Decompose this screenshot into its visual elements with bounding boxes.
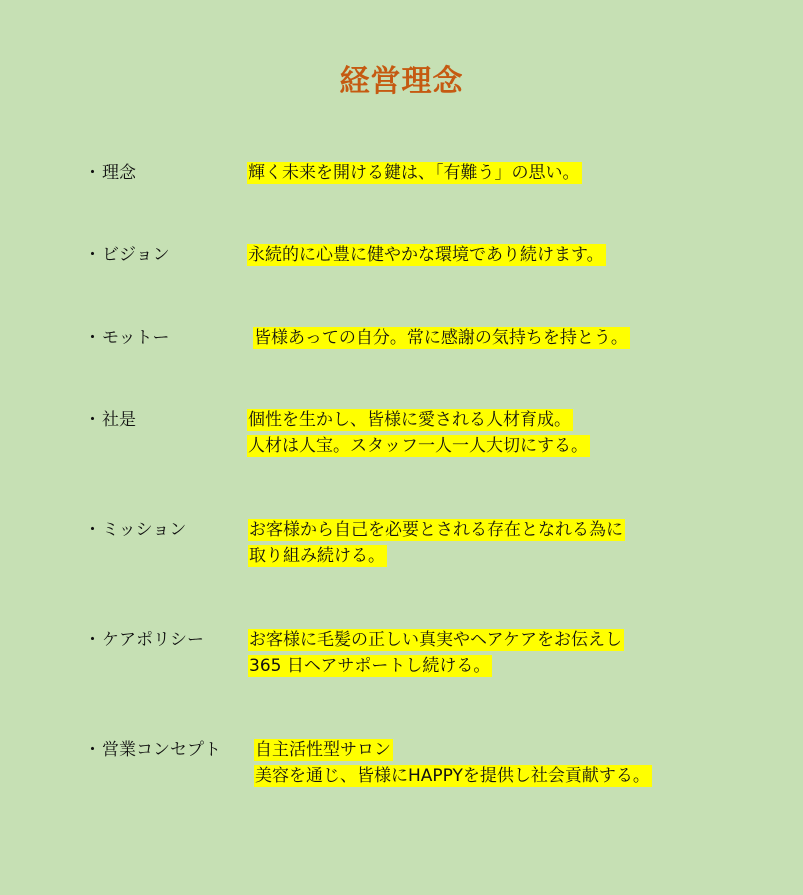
page-title: 経営理念	[339, 64, 464, 99]
bullet: ・	[84, 520, 101, 540]
highlighted-text: 取り組み続ける。	[249, 546, 385, 566]
item-text	[253, 325, 630, 351]
bullet: ・	[84, 245, 101, 265]
label-text: ミッション	[102, 520, 187, 540]
highlighted-text: お客様から自己を必要とされる存在となれる為に	[249, 520, 623, 540]
bullet: ・	[84, 740, 101, 760]
item-text	[247, 242, 606, 268]
label-text: ビジョン	[102, 245, 170, 265]
bullet: ・	[84, 410, 101, 430]
item-label	[84, 517, 186, 543]
item-label	[84, 407, 136, 433]
label-text: 社是	[102, 410, 136, 430]
highlighted-text: 自主活性型サロン	[255, 740, 391, 760]
highlighted-text: お客様に毛髪の正しい真実やヘアケアをお伝えし	[249, 630, 622, 650]
item-text	[254, 737, 652, 789]
label-text: 理念	[102, 163, 136, 183]
highlighted-text: 美容を通じ、皆様にHAPPYを提供し社会貢献する。	[255, 766, 650, 786]
label-text: ケアポリシー	[102, 630, 204, 650]
item-label	[84, 627, 204, 653]
item-label	[84, 242, 170, 268]
bullet: ・	[84, 630, 101, 650]
item-text	[247, 160, 582, 186]
bullet: ・	[84, 163, 101, 183]
highlighted-text: 皆様あっての自分。常に感謝の気持ちを持とう。	[254, 328, 628, 348]
highlighted-text: 人材は人宝。スタッフ一人一人大切にする。	[248, 436, 588, 456]
item-label	[84, 160, 136, 186]
bullet: ・	[84, 328, 101, 348]
highlighted-text: 365 日ヘアサポートし続ける。	[249, 656, 491, 676]
highlighted-text: 個性を生かし、皆様に愛される人材育成。	[248, 410, 571, 430]
label-text: 営業コンセプト	[102, 740, 221, 760]
item-label	[84, 325, 170, 351]
item-text	[248, 627, 624, 679]
highlighted-text: 永続的に心豊に健やかな環境であり続けます。	[248, 245, 604, 265]
highlighted-text: 輝く未来を開ける鍵は、「有難う」の思い。	[248, 163, 580, 183]
label-text: モットー	[102, 328, 170, 348]
item-text	[247, 407, 590, 459]
item-label	[84, 737, 221, 763]
item-text	[248, 517, 625, 569]
